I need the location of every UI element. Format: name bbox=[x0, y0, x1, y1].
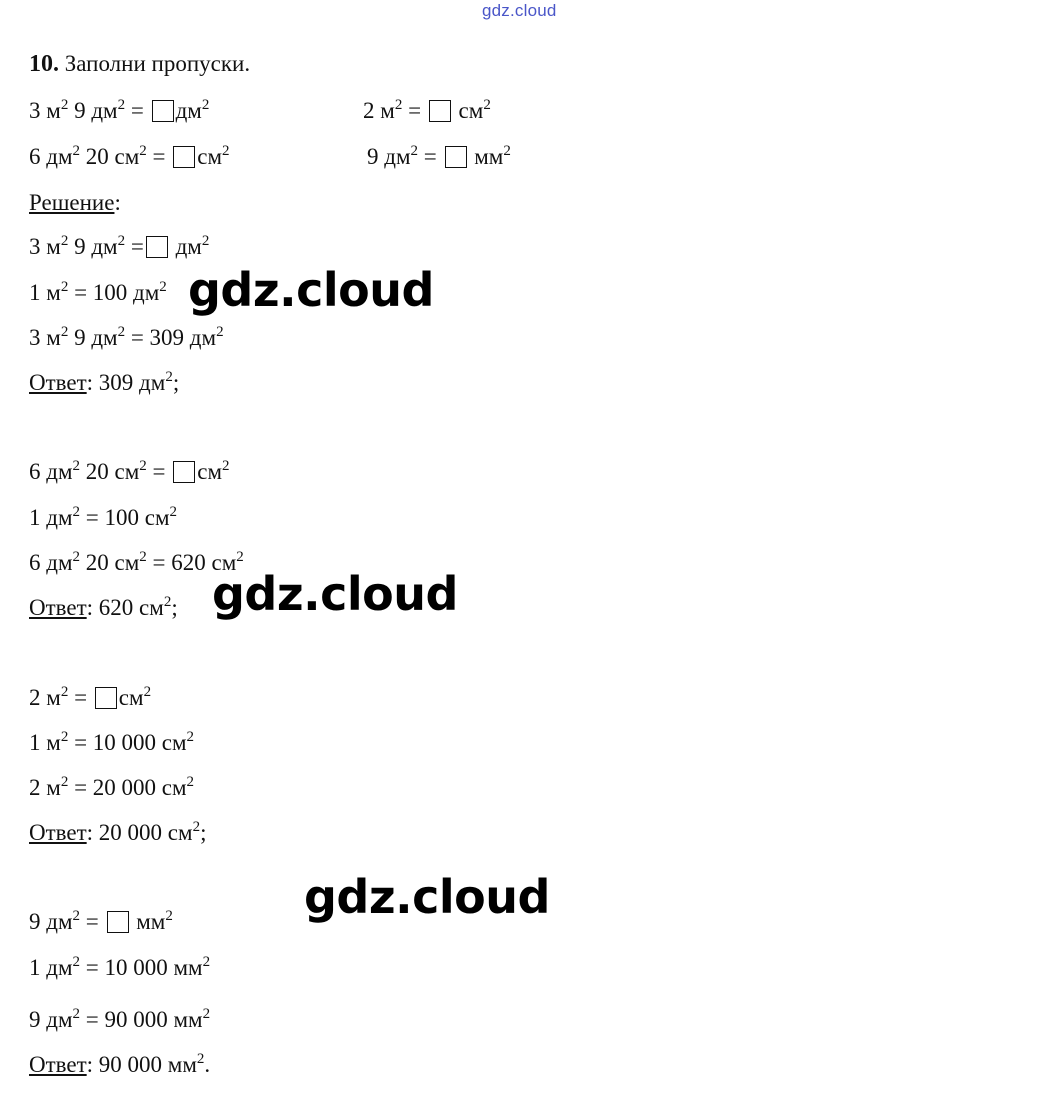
unit: см bbox=[197, 459, 223, 484]
unit: см bbox=[452, 98, 484, 123]
term: 9 дм bbox=[367, 144, 411, 169]
exponent: 2 bbox=[72, 504, 81, 520]
exponent: 2 bbox=[117, 324, 126, 340]
answer-value: : 20 000 см bbox=[86, 820, 193, 845]
exponent: 2 bbox=[410, 143, 419, 159]
exponent: 2 bbox=[186, 774, 195, 790]
blank-box bbox=[173, 146, 195, 168]
exponent: 2 bbox=[139, 143, 147, 159]
punctuation: ; bbox=[171, 595, 178, 620]
exponent: 2 bbox=[503, 143, 511, 159]
task-number: 10. bbox=[29, 51, 59, 77]
punctuation: . bbox=[204, 1052, 211, 1077]
answer-label: Ответ bbox=[29, 370, 87, 395]
term: 9 дм bbox=[68, 325, 118, 350]
exponent: 2 bbox=[483, 97, 491, 113]
answer-value: : 620 см bbox=[86, 595, 164, 620]
exponent: 2 bbox=[60, 279, 69, 295]
term: 3 м bbox=[29, 234, 61, 259]
exponent: 2 bbox=[236, 549, 244, 565]
exercise-2 bbox=[363, 99, 491, 122]
blank-box bbox=[146, 236, 168, 258]
exponent: 2 bbox=[192, 819, 201, 835]
exercise-1 bbox=[29, 99, 209, 122]
part4-line2 bbox=[29, 956, 210, 979]
term: = 309 дм bbox=[125, 325, 217, 350]
exponent: 2 bbox=[202, 1006, 211, 1022]
exponent: 2 bbox=[143, 684, 152, 700]
part2-line1 bbox=[29, 460, 230, 483]
term: 2 м bbox=[29, 685, 61, 710]
exponent: 2 bbox=[222, 458, 230, 474]
equals: = bbox=[80, 909, 105, 934]
exponent: 2 bbox=[186, 729, 195, 745]
watermark: gdz.cloud bbox=[212, 567, 458, 621]
exponent: 2 bbox=[72, 549, 81, 565]
term: 6 дм bbox=[29, 144, 73, 169]
term: 1 дм bbox=[29, 955, 73, 980]
term: 3 м bbox=[29, 325, 61, 350]
term: 1 дм bbox=[29, 505, 73, 530]
part4-answer bbox=[29, 1053, 210, 1076]
term: 2 м bbox=[29, 775, 61, 800]
part4-line1 bbox=[29, 910, 173, 933]
part3-line3 bbox=[29, 776, 194, 799]
exponent: 2 bbox=[201, 233, 210, 249]
exponent: 2 bbox=[60, 684, 69, 700]
exponent: 2 bbox=[60, 774, 69, 790]
exponent: 2 bbox=[196, 1051, 205, 1067]
term: 9 дм bbox=[68, 98, 118, 123]
exponent: 2 bbox=[169, 504, 177, 520]
task-header bbox=[29, 52, 250, 76]
unit: дм bbox=[175, 98, 202, 123]
part3-answer bbox=[29, 821, 206, 844]
answer-label: Ответ bbox=[29, 595, 87, 620]
term: = 10 000 см bbox=[68, 730, 187, 755]
blank-box bbox=[173, 461, 195, 483]
term: 20 см bbox=[80, 459, 140, 484]
term: 20 см bbox=[80, 550, 140, 575]
task-title: Заполни пропуски. bbox=[64, 51, 251, 76]
part2-answer bbox=[29, 596, 178, 619]
exponent: 2 bbox=[60, 97, 69, 113]
term: 2 м bbox=[363, 98, 395, 123]
term: 6 дм bbox=[29, 550, 73, 575]
exponent: 2 bbox=[201, 97, 210, 113]
answer-label: Ответ bbox=[29, 820, 87, 845]
term: 20 см bbox=[80, 144, 140, 169]
blank-box bbox=[107, 911, 129, 933]
part1-answer bbox=[29, 371, 179, 394]
answer-label: Ответ bbox=[29, 1052, 87, 1077]
term: = 100 дм bbox=[68, 280, 160, 305]
unit: см bbox=[197, 144, 223, 169]
exponent: 2 bbox=[72, 1006, 81, 1022]
exponent: 2 bbox=[222, 143, 230, 159]
part3-line1 bbox=[29, 686, 151, 709]
answer-value: : 90 000 мм bbox=[86, 1052, 197, 1077]
part1-line1 bbox=[29, 235, 209, 258]
exponent: 2 bbox=[117, 97, 126, 113]
term: 3 м bbox=[29, 98, 61, 123]
watermark: gdz.cloud bbox=[188, 263, 434, 317]
part1-line3 bbox=[29, 326, 224, 349]
exponent: 2 bbox=[165, 369, 173, 385]
equals: = bbox=[402, 98, 427, 123]
term: = 20 000 см bbox=[68, 775, 187, 800]
unit: мм bbox=[130, 909, 166, 934]
unit: см bbox=[118, 685, 144, 710]
term: = 100 см bbox=[80, 505, 170, 530]
term: 9 дм bbox=[29, 1007, 73, 1032]
exponent: 2 bbox=[72, 458, 81, 474]
blank-box bbox=[95, 687, 117, 709]
blank-box bbox=[429, 100, 451, 122]
term: = 620 см bbox=[146, 550, 237, 575]
solution-heading bbox=[29, 191, 121, 214]
term: 1 м bbox=[29, 280, 61, 305]
term: = 90 000 мм bbox=[80, 1007, 203, 1032]
exponent: 2 bbox=[72, 954, 81, 970]
equals: = bbox=[125, 98, 150, 123]
exercise-3 bbox=[29, 145, 230, 168]
term: 6 дм bbox=[29, 459, 73, 484]
exponent: 2 bbox=[202, 954, 211, 970]
equals: = bbox=[125, 234, 144, 259]
blank-box bbox=[445, 146, 467, 168]
part4-line3 bbox=[29, 1008, 210, 1031]
exponent: 2 bbox=[60, 729, 69, 745]
part3-line2 bbox=[29, 731, 194, 754]
exponent: 2 bbox=[72, 908, 81, 924]
blank-box bbox=[152, 100, 174, 122]
exponent: 2 bbox=[139, 549, 147, 565]
punctuation: ; bbox=[200, 820, 207, 845]
exponent: 2 bbox=[60, 233, 69, 249]
term: 9 дм bbox=[68, 234, 118, 259]
part1-line2 bbox=[29, 281, 167, 304]
equals: = bbox=[68, 685, 93, 710]
exponent: 2 bbox=[72, 143, 81, 159]
equals: = bbox=[146, 459, 172, 484]
solution-heading-text: Решение bbox=[29, 190, 115, 215]
exercise-4 bbox=[367, 145, 511, 168]
term: 1 м bbox=[29, 730, 61, 755]
answer-value: : 309 дм bbox=[86, 370, 166, 395]
exponent: 2 bbox=[216, 324, 224, 340]
unit: мм bbox=[468, 144, 504, 169]
equals: = bbox=[146, 144, 172, 169]
exponent: 2 bbox=[117, 233, 126, 249]
exponent: 2 bbox=[159, 279, 167, 295]
exponent: 2 bbox=[139, 458, 147, 474]
colon: : bbox=[114, 190, 121, 215]
term: = 10 000 мм bbox=[80, 955, 203, 980]
top-watermark: gdz.cloud bbox=[482, 1, 557, 20]
exponent: 2 bbox=[165, 908, 173, 924]
watermark: gdz.cloud bbox=[304, 870, 550, 924]
punctuation: ; bbox=[172, 370, 180, 395]
exponent: 2 bbox=[60, 324, 69, 340]
term: 9 дм bbox=[29, 909, 73, 934]
equals: = bbox=[418, 144, 443, 169]
exponent: 2 bbox=[394, 97, 403, 113]
part2-line2 bbox=[29, 506, 177, 529]
exponent: 2 bbox=[163, 594, 172, 610]
unit: дм bbox=[169, 234, 202, 259]
